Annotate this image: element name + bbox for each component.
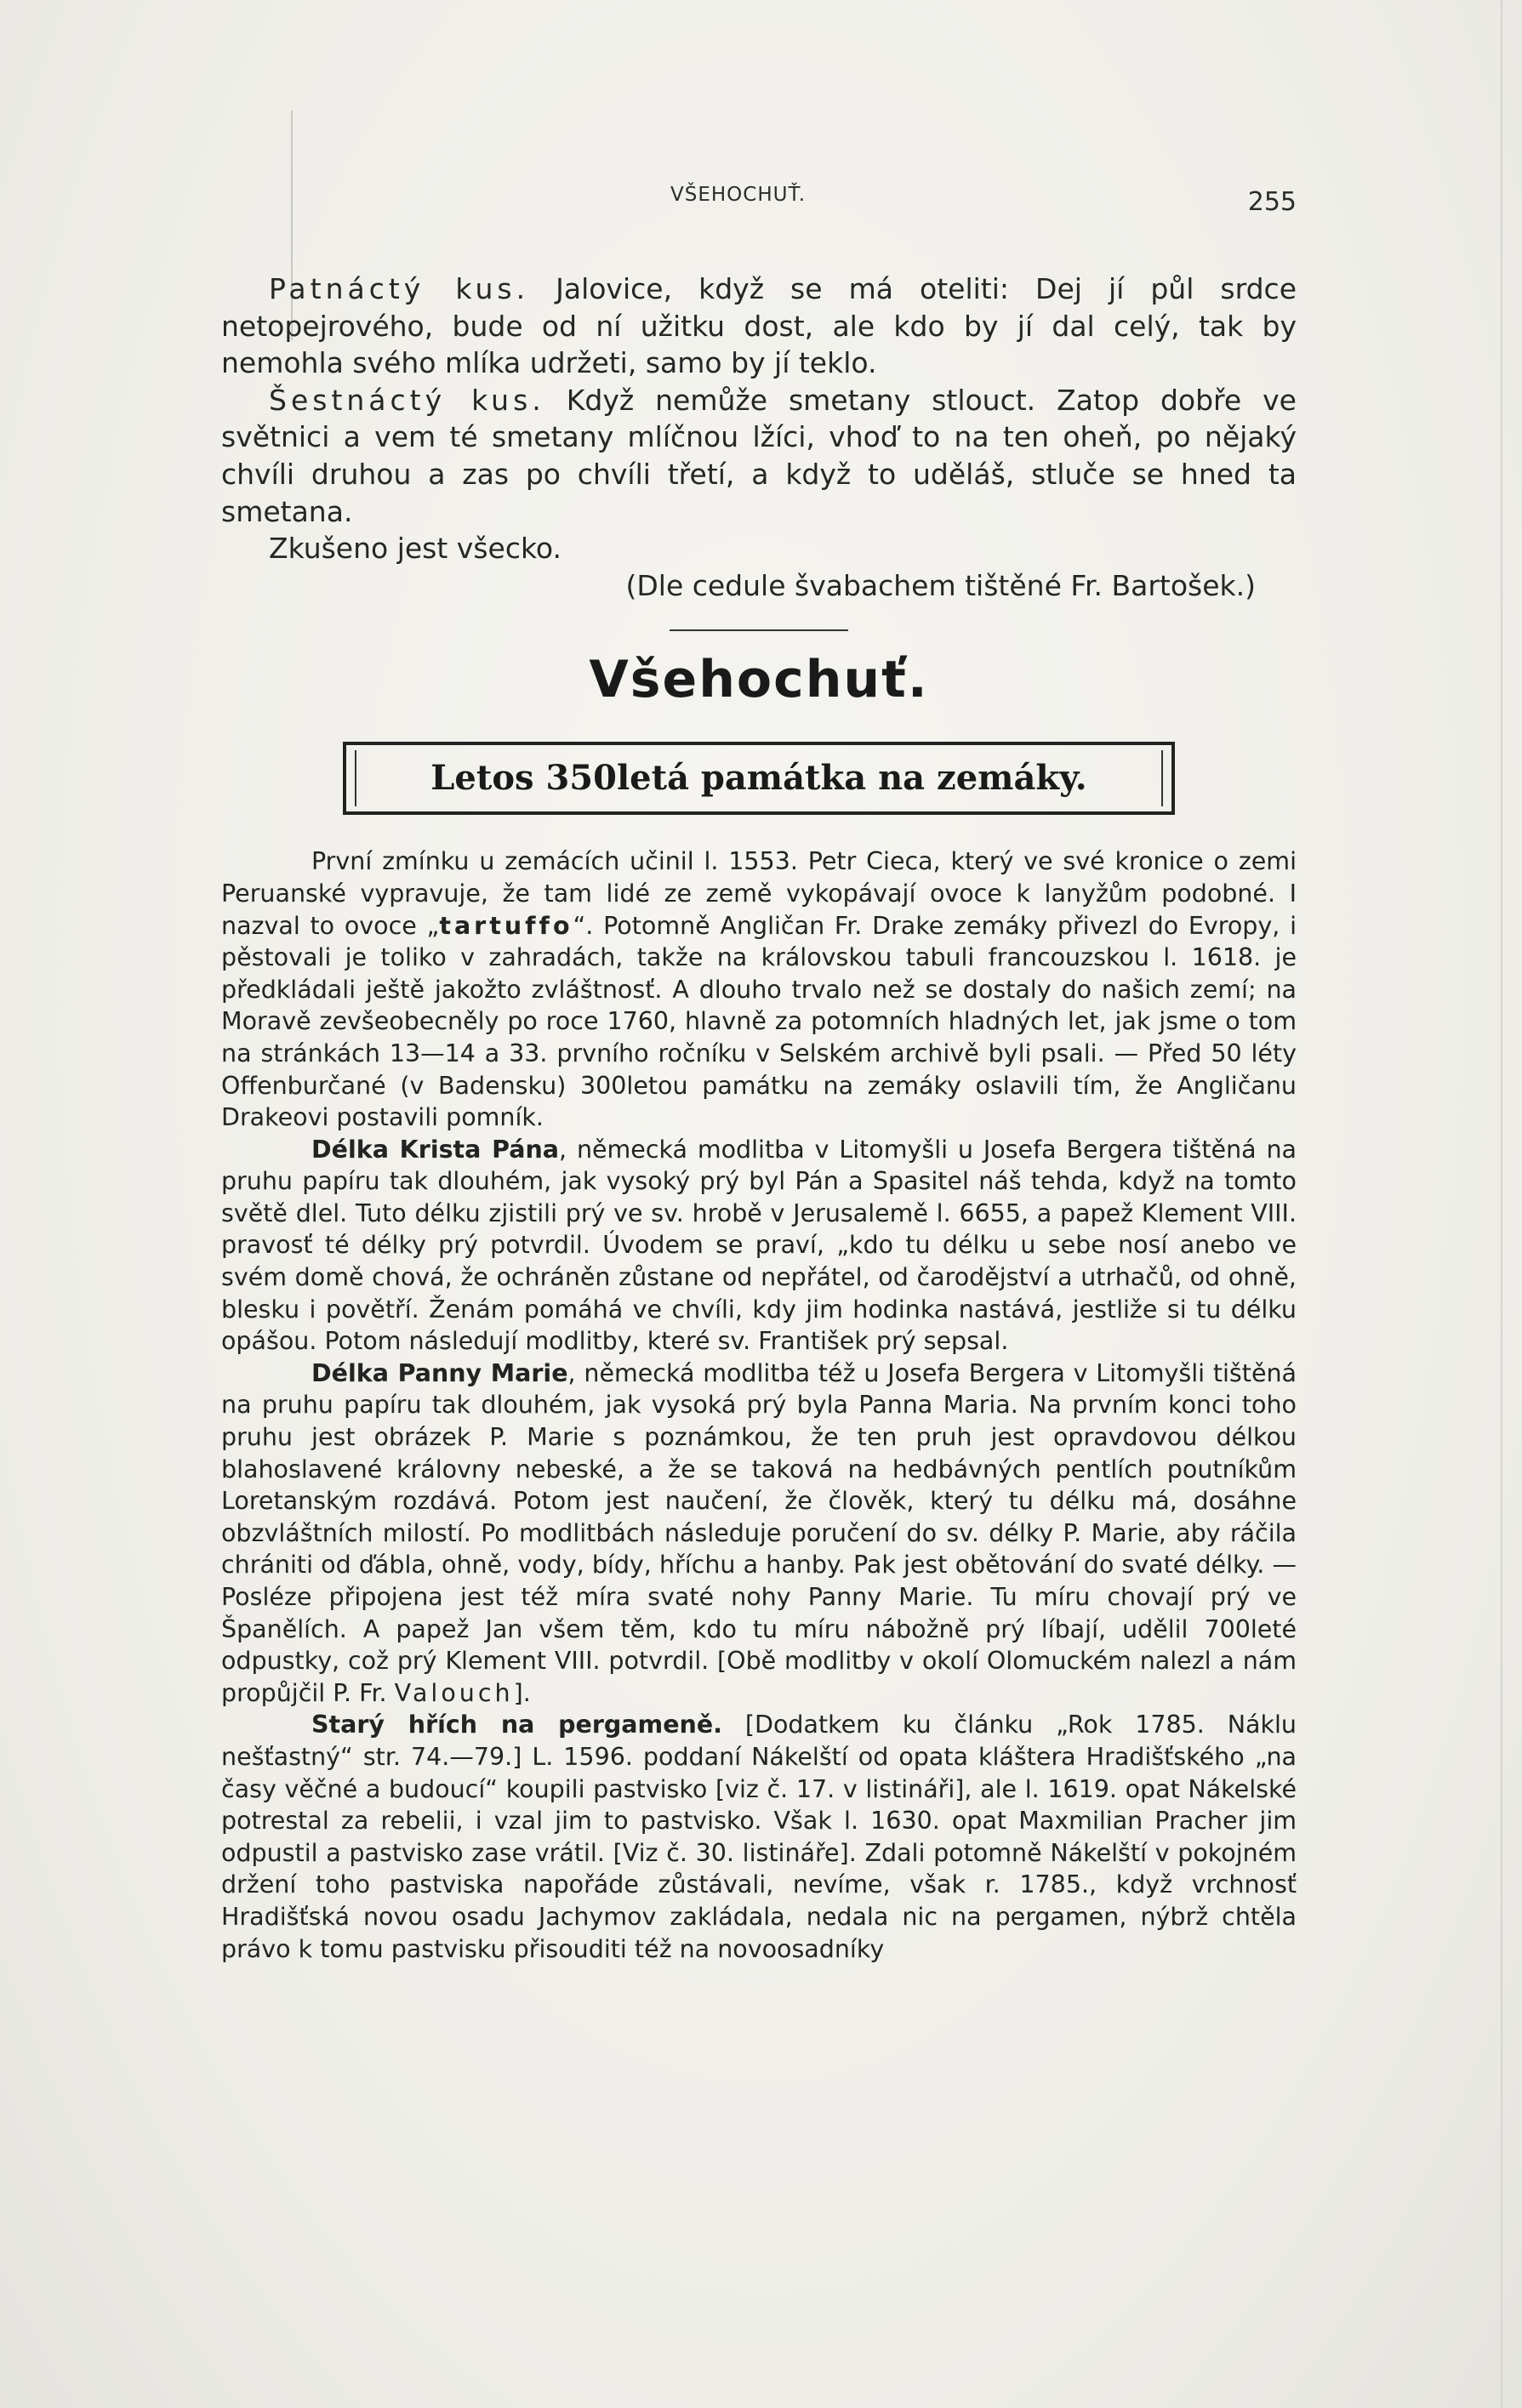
paragraph-text: , německá modlitba v Litomyšli u Josefa Bergera tištěná na pruhu papíru tak dlouhém, jak vysoký prý byl Pán a Spasitel náš tehda, když na tomto světě dlel. Tuto délku zjistili prý ve sv. hrobě v Jerusalemě l. 6655, a papež Klement VIII. pravosť té délky prý potvrdil. Úvodem se praví, „kdo tu délku u sebe nosí anebo ve svém domě chová, že ochráněn zůstane od nepřátel, od čarodějství a utrhačů, od ohně, blesku i povětří. Ženám pomáhá ve chvíli, kdy jim hodinka nastává, jestliže si tu délku opášou. Potom následují modlitby, které sv. František prý sepsal. <box>221 1135 1297 1356</box>
potatoes-paragraph <box>221 845 1297 1133</box>
paragraph-label: Délka Panny Marie <box>311 1358 568 1387</box>
boxed-heading-text: Letos 350letá památka na zemáky. <box>430 758 1087 799</box>
paragraph-text: Jalovice, když se má oteliti: Dej jí půl srdce netopejrového, bude od ní užitku dost, ale kdo by jí dal celý, tak by nemohla svého mlíka udržeti, samo by jí teklo. <box>221 272 1297 380</box>
paragraph-text: První zmínku u zemácích učinil l. 1553. Petr Cieca, který ve své kronice o zemi Peruanské vypravuje, že tam lidé ze země vykopávají ovoce k lanyžům podobné. I nazval to ovoce „ <box>221 847 1297 940</box>
spaced-word: Valouch <box>394 1678 514 1707</box>
source-note: (Dle cedule švabachem tištěné Fr. Bartošek.) <box>625 568 1256 602</box>
body-text <box>221 845 1297 1965</box>
paragraph-label: Starý hřích na pergameně. <box>311 1711 723 1739</box>
intro-paragraph-15 <box>221 270 1297 382</box>
delka-krista-paragraph <box>221 1134 1297 1358</box>
paragraph-text: Když nemůže smetany stlouct. Zatop dobře ve světnici a vem té smetany mlíčnou lžíci, vhoď to na ten oheň, po nějaký chvíli druhou a zas po chvíli třetí, a když to uděláš, stluče se hned ta smetana. <box>221 383 1297 528</box>
delka-marie-paragraph <box>221 1358 1297 1710</box>
stary-hrich-paragraph <box>221 1709 1297 1965</box>
paragraph-text: , německá modlitba též u Josefa Bergera v Litomyšli tištěná na pruhu papíru tak dlouhém, jak vysoká prý byla Panna Maria. Na prvním konci toho pruhu jest obrázek P. Marie s poznámkou, že ten pruh jest opravdovou délkou blahoslavené královny nebeské, a že se taková na hedbávných pentlích poutníkům Loretanským rozdává. Potom jest naučení, že člověk, který tu délku má, dosáhne obzvláštních milostí. Po modlitbách následuje poručení do sv. délky P. Marie, aby ráčila chrániti od ďábla, ohně, vody, bídy, hříchu a hanby. Pak jest obětování do svaté délky. — Posléze připojena jest též míra svaté nohy Panny Marie. Tu míru chovají prý ve Španělích. A papež Jan všem těm, kdo tu míru nábožně prý líbají, udělil 700leté odpustky, což prý Klement VIII. potvrdil. [Obě modlitby v okolí Olomuckém nalezl a nám propůjčil P. Fr. <box>221 1358 1297 1707</box>
paragraph-text: ]. <box>513 1678 531 1707</box>
spaced-word: tartuffo <box>439 911 573 940</box>
boxed-heading <box>343 742 1175 815</box>
running-head: VŠEHOCHUŤ. <box>670 184 807 206</box>
paragraph-label: Patnáctý kus. <box>269 272 530 305</box>
paragraph-label: Šestnáctý kus. <box>269 383 545 417</box>
section-title: Všehochuť. <box>589 650 929 710</box>
paragraph-label: Délka Krista Pána <box>311 1135 560 1164</box>
page-content <box>221 270 1297 1965</box>
page-number: 255 <box>1247 187 1297 217</box>
intro-text <box>221 270 1297 604</box>
paragraph-text: [Dodatkem ku článku „Rok 1785. Náklu nešťastný“ str. 74.—79.] L. 1596. poddaní Nákelští od opata kláštera Hradišťského „na časy věčné a budoucí“ koupili pastvisko [viz č. 17. v listináři], ale l. 1619. opat Nákelské potrestal za rebelii, i vzal jim to pastvisko. Však l. 1630. opat Maxmilian Pracher jim odpustil a pastvisko zase vrátil. [Viz č. 30. listináře]. Zdali potomně Nákelští v pokojném držení toho pastviska napořáde zůstávali, nevíme, však r. 1785., když vrchnosť Hradišťská novou osadu Jachymov zakládala, nedala nic na pergamen, nýbrž chtěla právo k tomu pastvisku přisouditi též na novoosadníky <box>221 1711 1297 1963</box>
page-header <box>221 184 1297 218</box>
scan-edge-line-right <box>1501 0 1502 2408</box>
intro-paragraph-16 <box>221 382 1297 530</box>
paragraph-text: “. Potomně Angličan Fr. Drake zemáky přivezl do Evropy, i pěstovali je toliko v zahradách, takže na královskou tabuli francouzskou l. 1618. je předkládali ještě jakožto zvláštnosť. A dlouho trvalo než se dostaly do našich zemí; na Moravě zevšeobecněly po roce 1760, hlavně za potomních hladných let, jak jsme o tom na stránkách 13—14 a 33. prvního ročníku v Selském archivě byli psali. — Před 50 léty Offenburčané (v Badensku) 300letou památku na zemáky oslavili tím, že Angličanu Drakeovi postavili pomník. <box>221 911 1297 1132</box>
intro-closing: Zkušeno jest všecko. <box>269 532 562 566</box>
divider-rule <box>670 629 848 631</box>
